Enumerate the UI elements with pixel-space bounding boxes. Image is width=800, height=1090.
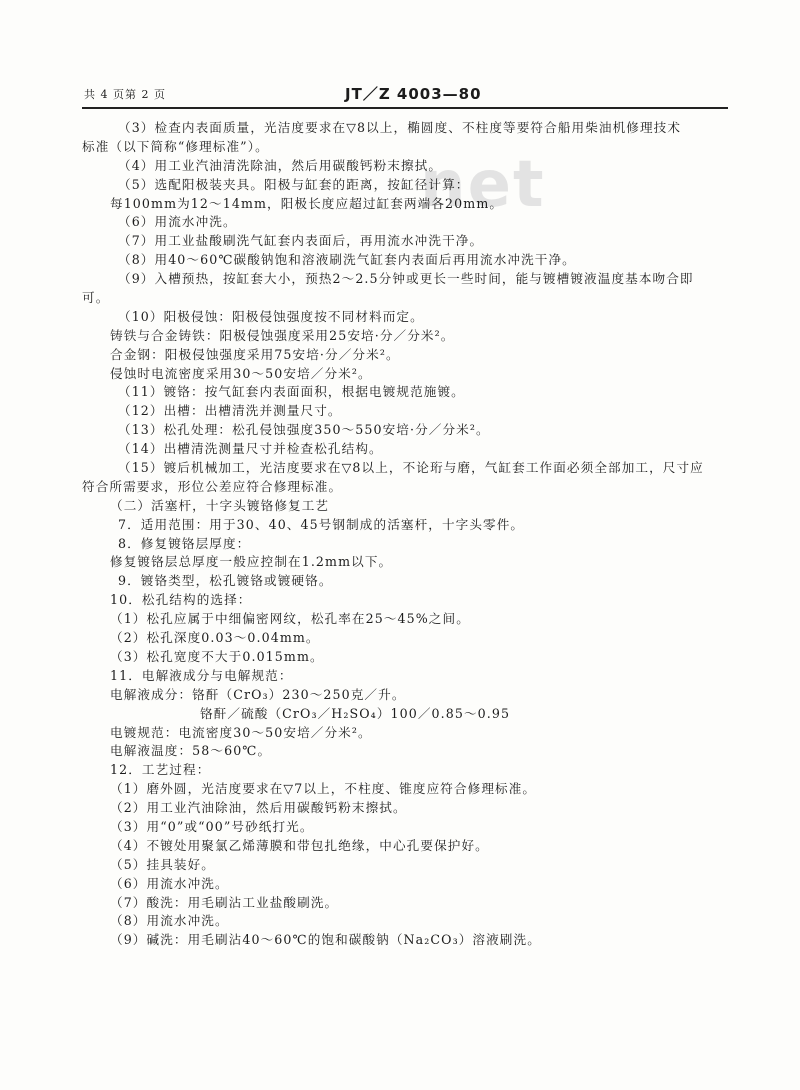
- text-line: 11．电解液成分与电解规范：: [110, 667, 293, 683]
- text-line: （15）镀后机械加工，光洁度要求在▽8以上，不论珩与磨，气缸套工作面必须全部加工，尺寸应: [118, 460, 704, 476]
- text-line: 10．松孔结构的选择：: [110, 592, 252, 608]
- text-line: 每100mm为12～14mm，阳极长度应超过缸套两端各20mm。: [110, 195, 504, 211]
- text-line: （2）用工业汽油除油，然后用碳酸钙粉末擦拭。: [110, 800, 407, 816]
- text-line: （1）松孔应属于中细偏密网纹，松孔率在25～45%之间。: [110, 611, 470, 627]
- text-line: （1）磨外圆，光洁度要求在▽7以上，不柱度、锥度应符合修理标准。: [110, 781, 537, 797]
- text-line: （2）松孔深度0.03～0.04mm。: [110, 630, 320, 646]
- text-line: （8）用40～60℃碳酸钠饱和溶液刷洗气缸套内表面后再用流水冲洗干净。: [118, 252, 576, 268]
- text-line: 电解液温度：58～60℃。: [110, 743, 272, 759]
- document-body: [0, 119, 800, 950]
- text-line: （4）用工业汽油清洗除油，然后用碳酸钙粉末擦拭。: [118, 157, 443, 173]
- text-line: （3）检查内表面质量，光洁度要求在▽8以上，椭圆度、不柱度等要符合船用柴油机修理技术: [118, 120, 682, 135]
- text-line: （5）选配阳极装夹具。阳极与缸套的距离，按缸径计算：: [118, 176, 470, 192]
- text-line: 9．镀铬类型，松孔镀铬或镀硬铬。: [118, 573, 333, 589]
- text-line: 7．适用范围：用于30、40、45号钢制成的活塞杆，十字头零件。: [118, 516, 525, 532]
- header-divider: [82, 107, 728, 109]
- text-line: 电镀规范：电流密度30～50安培／分米²。: [110, 724, 372, 740]
- text-line: 标准（以下简称“修理标准”）。: [82, 138, 269, 154]
- text-line: 可。: [82, 290, 110, 306]
- text-line: 8．修复镀铬层厚度：: [118, 535, 251, 551]
- page-number-info: 共 4 页第 2 页: [84, 88, 166, 101]
- text-line: 侵蚀时电流密度采用30～50安培／分米²。: [110, 365, 372, 381]
- text-line: （5）挂具装好。: [110, 856, 215, 872]
- text-line: （二）活塞杆，十字头镀铬修复工艺: [110, 497, 330, 513]
- text-line: （3）用“0”或“00”号砂纸打光。: [110, 818, 314, 834]
- text-line: （7）用工业盐酸刷洗气缸套内表面后，再用流水冲洗干净。: [118, 233, 484, 249]
- watermark: net: [420, 148, 546, 222]
- text-line: （9）入槽预热，按缸套大小，预热2～2.5分钟或更长一些时间，能与镀槽镀液温度基本吻合即: [118, 271, 694, 287]
- text-line: （4）不镀处用聚氯乙烯薄膜和带包扎绝缘，中心孔要保护好。: [110, 837, 489, 853]
- text-line: 铸铁与合金铸铁：阳极侵蚀强度采用25安培·分／分米²。: [110, 327, 455, 343]
- text-line: 符合所需要求，形位公差应符合修理标准。: [82, 478, 343, 494]
- text-line: （12）出槽：出槽清洗并测量尺寸。: [118, 403, 342, 419]
- text-line: 合金钢：阳极侵蚀强度采用75安培·分／分米²。: [110, 346, 400, 362]
- text-line: （3）松孔宽度不大于0.015mm。: [110, 648, 324, 664]
- text-line: 修复镀铬层总厚度一般应控制在1.2mm以下。: [110, 554, 393, 570]
- text-line: （13）松孔处理：松孔侵蚀强度350～550安培·分／分米²。: [118, 422, 490, 438]
- text-line: （10）阳极侵蚀：阳极侵蚀强度按不同材料而定。: [118, 308, 424, 324]
- text-line: （11）镀铬：按气缸套内表面面积，根据电镀规范施镀。: [118, 384, 465, 400]
- standard-code: JT／Z 4003—80: [345, 85, 482, 103]
- text-line: （8）用流水冲洗。: [110, 913, 229, 929]
- text-line: （14）出槽清洗测量尺寸并检查松孔结构。: [118, 441, 383, 457]
- text-line: （7）酸洗：用毛刷沾工业盐酸刷洗。: [110, 894, 339, 910]
- text-line: （6）用流水冲洗。: [118, 214, 237, 230]
- text-line: （6）用流水冲洗。: [110, 875, 229, 891]
- text-line: 电解液成分：铬酐（CrO₃）230～250克／升。: [110, 686, 406, 702]
- text-line: （9）碱洗：用毛刷沾40～60℃的饱和碳酸钠（Na₂CO₃）溶液刷洗。: [110, 932, 541, 948]
- text-line: 12．工艺过程：: [110, 762, 211, 778]
- text-line: 铬酐／硫酸（CrO₃／H₂SO₄）100／0.85～0.95: [200, 705, 511, 721]
